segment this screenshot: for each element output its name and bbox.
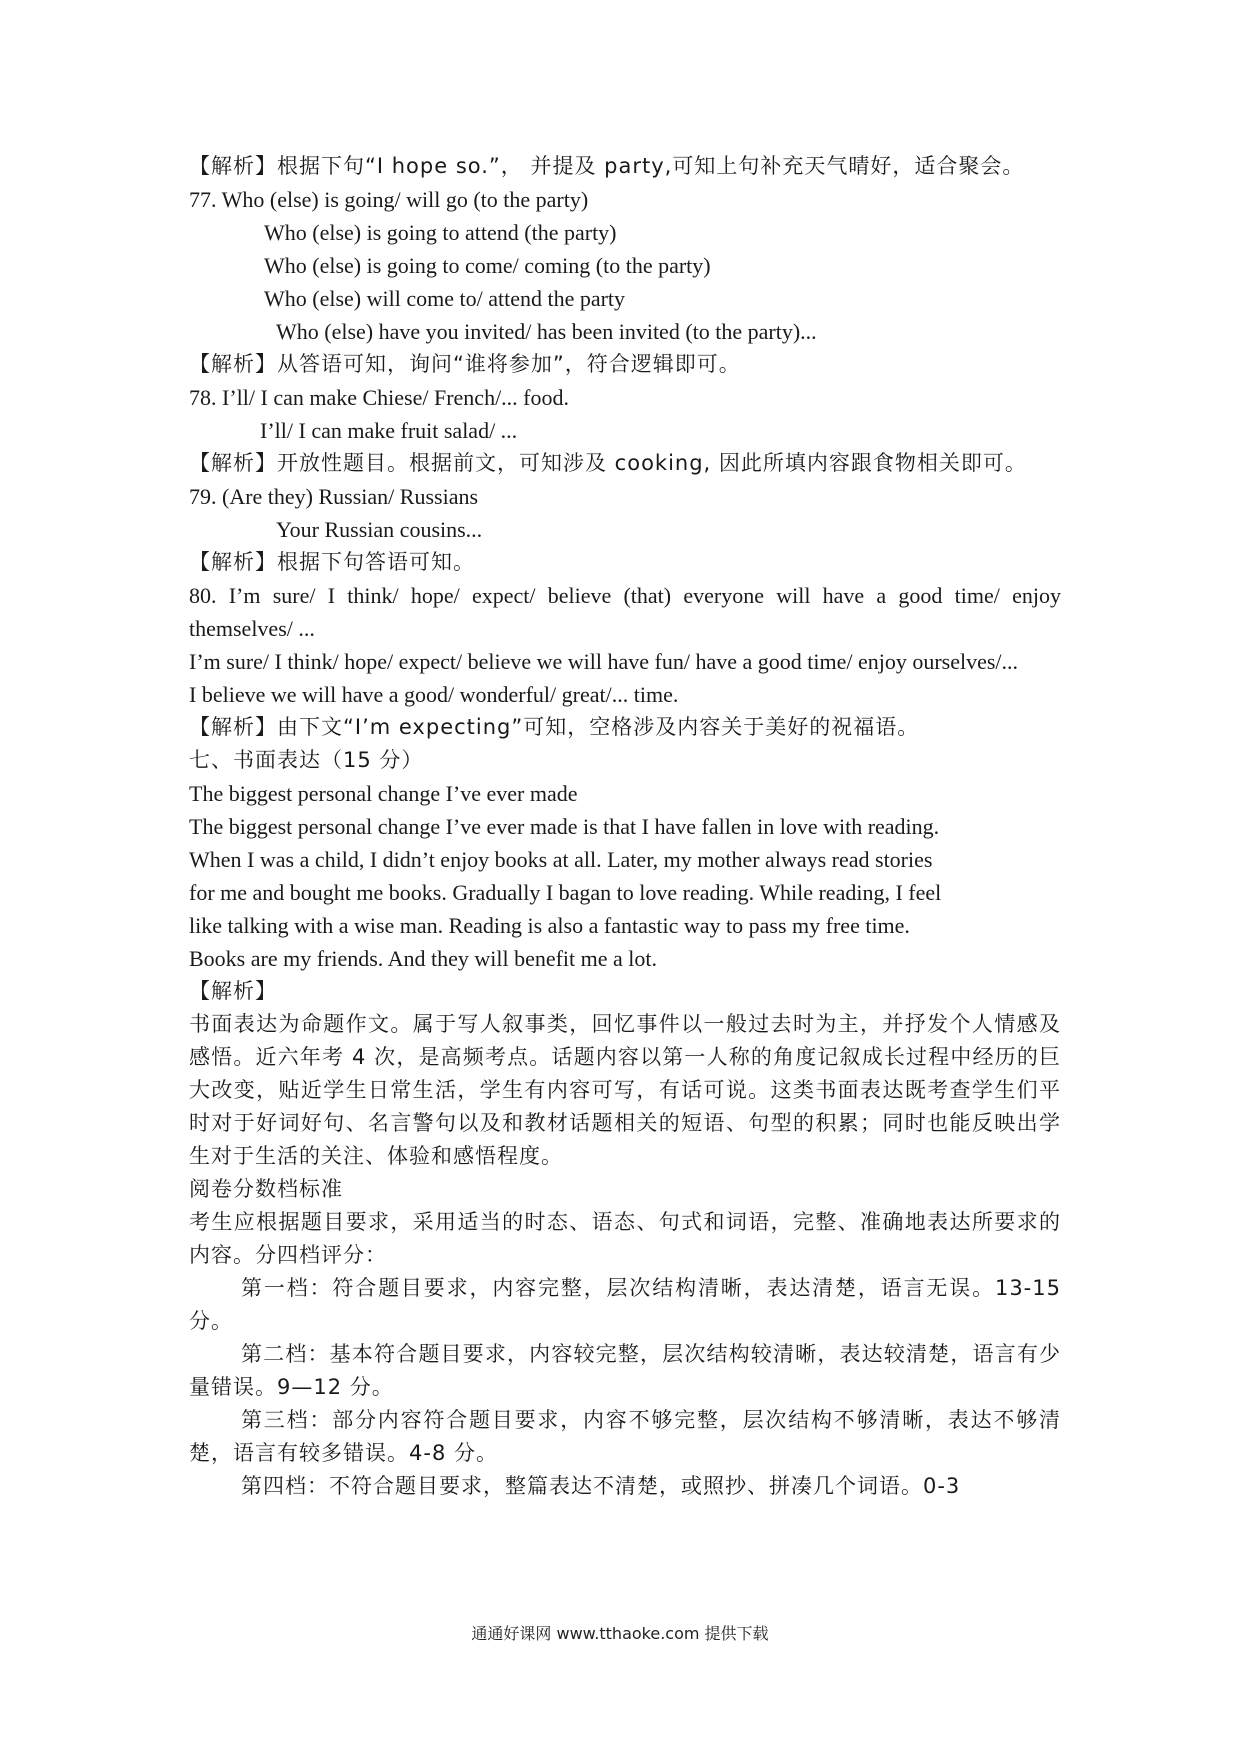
answer-77-line-3: Who (else) is going to come/ coming (to the party): [264, 253, 711, 278]
answer-79-line-1: 79. (Are they) Russian/ Russians: [189, 484, 479, 509]
grading-band-4: 第四档：不符合题目要求，整篇表达不清楚，或照抄、拼凑几个词语。0-3: [241, 1474, 961, 1498]
answer-77-line-1: 77. Who (else) is going/ will go (to the party): [189, 187, 589, 212]
grading-intro: 考生应根据题目要求，采用适当的时态、语态、句式和词语，完整、准确地表达所要求的内容。分四档评分：: [189, 1210, 1061, 1267]
answer-80-line-3: I believe we will have a good/ wonderful/ great/... time.: [189, 682, 679, 707]
grading-band-3: 第三档：部分内容符合题目要求，内容不够完整，层次结构不够清晰，表达不够清楚，语言有较多错误。4-8 分。: [189, 1408, 1061, 1465]
download-footer: 通通好课网 www.tthaoke.com 提供下载: [471, 1624, 769, 1643]
answer-80-line-2: I’m sure/ I think/ hope/ expect/ believe we will have fun/ have a good time/ enjoy ourselves/...: [189, 649, 1019, 674]
analysis-note-79: 【解析】根据下句答语可知。: [189, 550, 475, 574]
answer-77-line-5: Who (else) have you invited/ has been invited (to the party)...: [276, 319, 817, 344]
grading-band-1: 第一档：符合题目要求，内容完整，层次结构清晰，表达清楚，语言无误。13-15 分。: [189, 1276, 1061, 1333]
grading-title: 阅卷分数档标准: [189, 1177, 343, 1201]
analysis-note-76: 【解析】根据下句“I hope so.”， 并提及 party,可知上句补充天气晴好，适合聚会。: [189, 154, 1025, 178]
answer-78-line-2: I’ll/ I can make fruit salad/ ...: [260, 418, 518, 443]
essay-line-5: Books are my friends. And they will benefit me a lot.: [189, 946, 658, 971]
essay-line-3: for me and bought me books. Gradually I bagan to love reading. While reading, I feel: [189, 880, 942, 905]
answer-80-line-1: 80. I’m sure/ I think/ hope/ expect/ believe (that) everyone will have a good time/ enjoy themselves/ ...: [189, 583, 1061, 641]
section-heading-writing: 七、书面表达（15 分）: [189, 748, 424, 772]
essay-line-1: The biggest personal change I’ve ever made is that I have fallen in love with reading.: [189, 814, 940, 839]
answer-77-line-2: Who (else) is going to attend (the party): [264, 220, 617, 245]
answer-77-line-4: Who (else) will come to/ attend the party: [264, 286, 626, 311]
answer-79-line-2: Your Russian cousins...: [276, 517, 483, 542]
essay-title: The biggest personal change I’ve ever made: [189, 781, 578, 806]
essay-analysis: 书面表达为命题作文。属于写人叙事类，回忆事件以一般过去时为主，并抒发个人情感及感悟。近六年考 4 次，是高频考点。话题内容以第一人称的角度记叙成长过程中经历的巨大改变，贴近学生日常生活，学生有内容可写，有话可说。这类书面表达既考查学生们平时对于好词好句、名言警句以及和教材话题相关的短语、句型的积累；同时也能反映出学生对于生活的关注、体验和感悟程度。: [189, 1012, 1061, 1168]
answer-78-line-1: 78. I’ll/ I can make Chiese/ French/... food.: [189, 385, 570, 410]
analysis-note-77: 【解析】从答语可知，询问“谁将参加”，符合逻辑即可。: [189, 352, 741, 376]
essay-line-2: When I was a child, I didn’t enjoy books at all. Later, my mother always read stories: [189, 847, 933, 872]
grading-band-2: 第二档：基本符合题目要求，内容较完整，层次结构较清晰，表达较清楚，语言有少量错误。9—12 分。: [189, 1342, 1061, 1399]
analysis-note-80: 【解析】由下文“I’m expecting”可知，空格涉及内容关于美好的祝福语。: [189, 715, 920, 739]
analysis-label: 【解析】: [189, 979, 277, 1003]
analysis-note-78: 【解析】开放性题目。根据前文，可知涉及 cooking, 因此所填内容跟食物相关即可。: [189, 451, 1027, 475]
essay-line-4: like talking with a wise man. Reading is also a fantastic way to pass my free time.: [189, 913, 910, 938]
document-body: [189, 150, 1061, 1503]
